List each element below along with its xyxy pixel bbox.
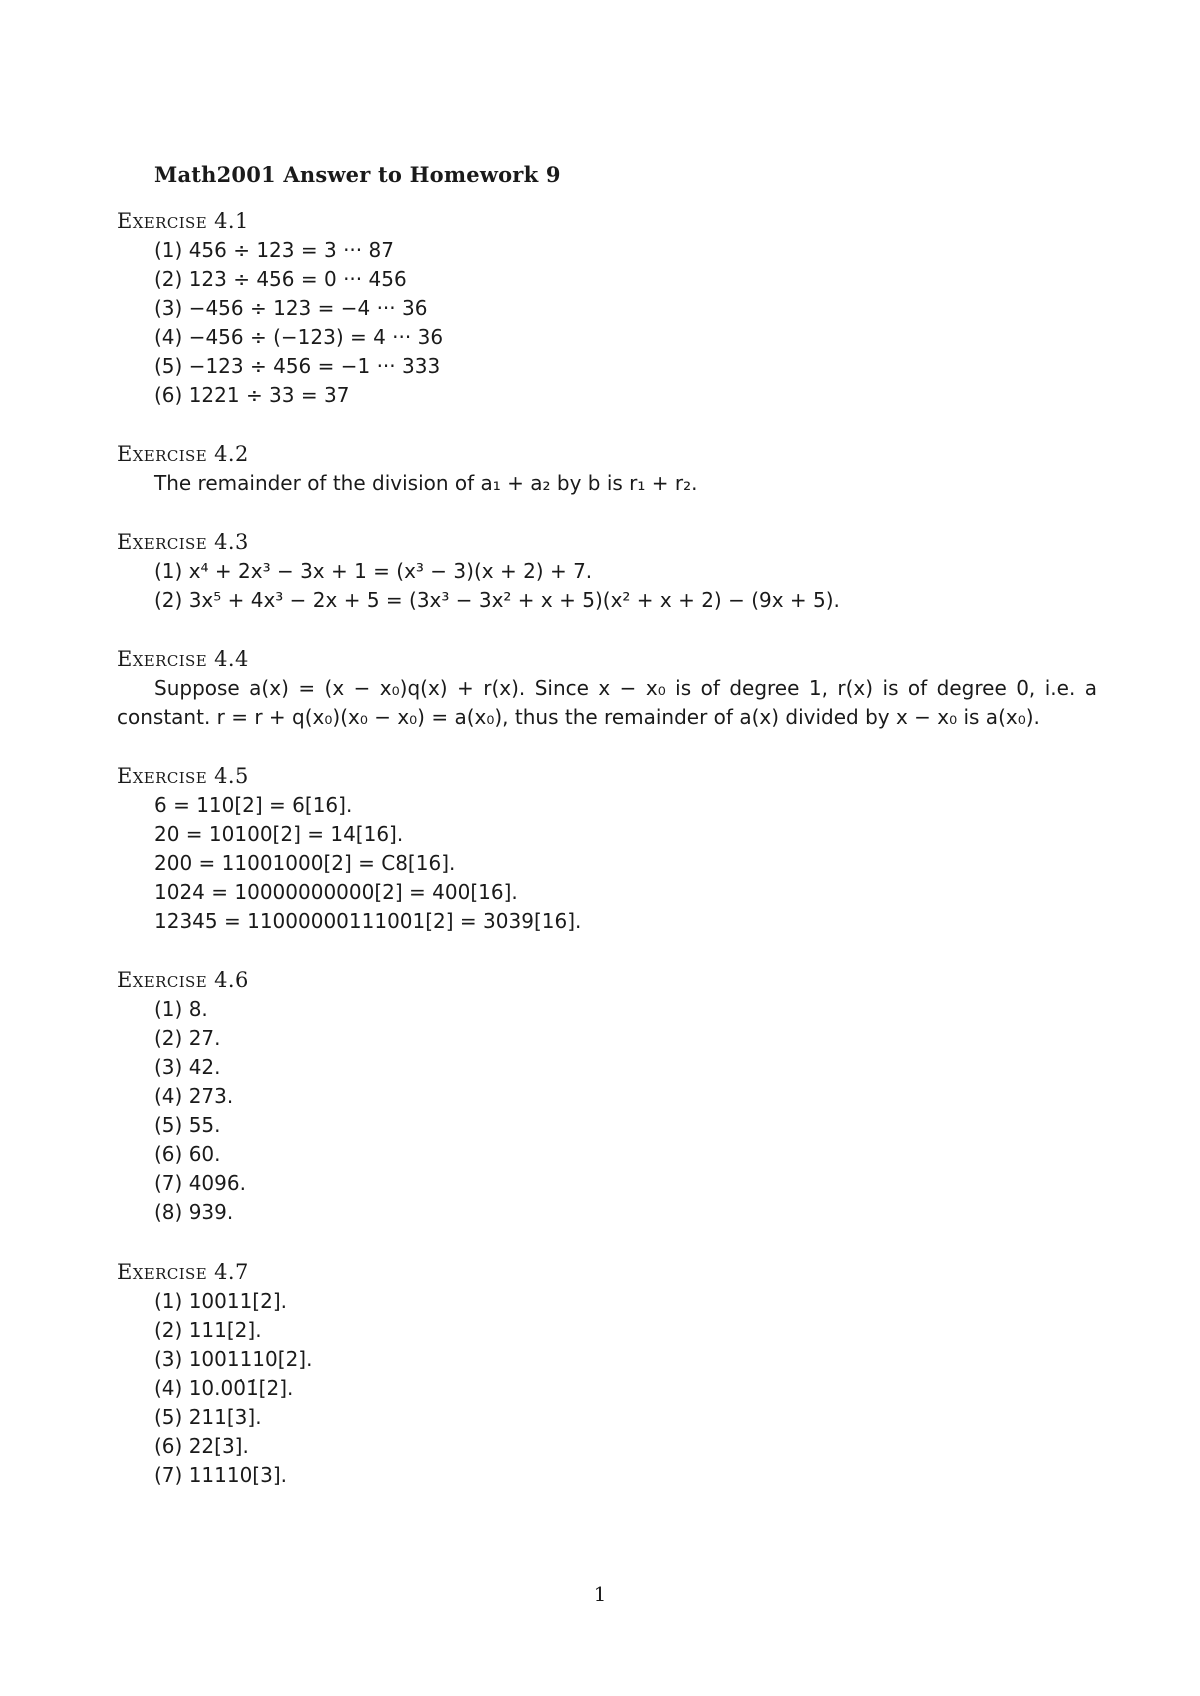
answer-line: (1) x⁴ + 2x³ − 3x + 1 = (x³ − 3)(x + 2) + 7. (154, 559, 593, 583)
answer-line: (1) 8. (154, 997, 208, 1021)
answer-line: (6) 22[3]. (154, 1434, 249, 1458)
exercise-heading: Exercise 4.6 (117, 968, 249, 992)
exercise-4-3 (117, 528, 1097, 615)
answer-line: (3) −456 ÷ 123 = −4 ··· 36 (154, 296, 428, 320)
answer-line: (2) 27. (154, 1026, 221, 1050)
answer-line: (2) 123 ÷ 456 = 0 ··· 456 (154, 267, 407, 291)
answer-line: (1) 10011[2]. (154, 1289, 287, 1313)
answer-line: (5) −123 ÷ 456 = −1 ··· 333 (154, 354, 441, 378)
answer-line: (1) 456 ÷ 123 = 3 ··· 87 (154, 238, 394, 262)
exercise-4-6 (117, 966, 1097, 1227)
exercise-heading: Exercise 4.5 (117, 764, 249, 788)
exercise-4-1 (117, 207, 1097, 410)
exercise-heading: Exercise 4.7 (117, 1260, 249, 1284)
exercise-heading: Exercise 4.4 (117, 647, 249, 671)
answer-line: (5) 55. (154, 1113, 221, 1137)
answer-line: (4) 10.00̇1̇[2]. (154, 1376, 294, 1400)
answer-line: (2) 3x⁵ + 4x³ − 2x + 5 = (3x³ − 3x² + x + 5)(x² + x + 2) − (9x + 5). (154, 588, 840, 612)
answer-line: (6) 60. (154, 1142, 221, 1166)
exercise-4-2 (117, 440, 1097, 498)
exercise-4-5 (117, 762, 1097, 936)
answer-line: (3) 1001110[2]. (154, 1347, 313, 1371)
answer-line: (3) 42. (154, 1055, 221, 1079)
exercise-heading: Exercise 4.1 (117, 209, 249, 233)
answer-line: (6) 1221 ÷ 33 = 37 (154, 383, 350, 407)
answer-line: 6 = 110[2] = 6[16]. (154, 793, 353, 817)
answer-line: (7) 4096. (154, 1171, 246, 1195)
answer-line: (2) 111[2]. (154, 1318, 262, 1342)
page-number: 1 (593, 1582, 607, 1606)
exercise-4-7 (117, 1258, 1097, 1490)
answer-line: 1024 = 10000000000[2] = 400[16]. (154, 880, 518, 904)
answer-line: (8) 939. (154, 1200, 234, 1224)
answer-line: 200 = 11001000[2] = C8[16]. (154, 851, 456, 875)
answer-line: The remainder of the division of a₁ + a₂ by b is r₁ + r₂. (154, 471, 698, 495)
exercise-heading: Exercise 4.2 (117, 442, 249, 466)
exercise-4-4 (117, 645, 1097, 732)
answer-line: (4) 273. (154, 1084, 234, 1108)
answer-line: (4) −456 ÷ (−123) = 4 ··· 36 (154, 325, 444, 349)
answer-line: (5) 211[3]. (154, 1405, 262, 1429)
answer-line: (7) 11110[3]. (154, 1463, 287, 1487)
answer-line: 12345 = 11000000111001[2] = 3039[16]. (154, 909, 582, 933)
answer-paragraph: Suppose a(x) = (x − x₀)q(x) + r(x). Since x − x₀ is of degree 1, r(x) is of degree 0, i.e. a constant. r = r + q(x₀)(x₀ − x₀) = a(x₀), thus the remainder of a(x) divided by x − x₀ is a(x₀). (117, 676, 1097, 729)
page-title: Math2001 Answer to Homework 9 (154, 162, 561, 187)
exercise-heading: Exercise 4.3 (117, 530, 249, 554)
answer-line: 20 = 10100[2] = 14[16]. (154, 822, 404, 846)
